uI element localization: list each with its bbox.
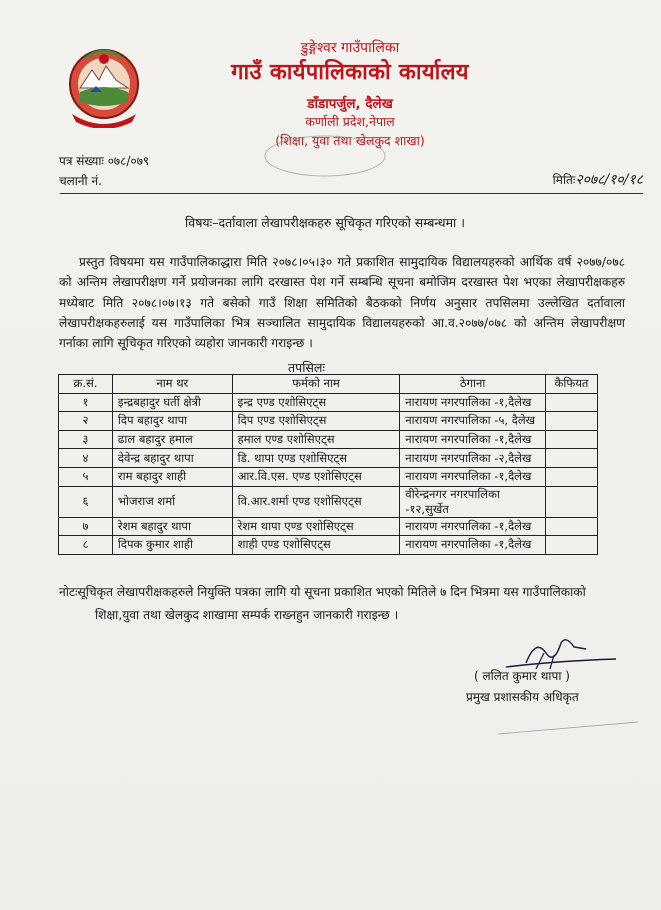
signatory-title: प्रमुख प्रशासकीय अधिकृत [466, 690, 579, 704]
table-row [59, 449, 598, 468]
col-header-remarks: कैफियत [545, 375, 597, 394]
col-header-name: नाम थर [112, 375, 232, 394]
cell-sn: ३ [59, 430, 113, 449]
cell-remarks [545, 536, 597, 555]
cell-sn: ५ [59, 467, 113, 486]
cell-remarks [545, 393, 597, 412]
cell-sn: १ [59, 393, 113, 412]
cell-firm: दिप एण्ड एशोसिएट्स [232, 412, 400, 431]
cell-firm: रेशम थापा एण्ड एशोसिएट्स [232, 517, 400, 536]
municipality-name: डुङ्गेश्वर गाउँपालिका [300, 40, 400, 56]
cell-remarks [545, 430, 597, 449]
subject-line: विषयः–दर्तावाला लेखापरीक्षकहरु सूचिकृत गरिएको सम्बन्धमा । [185, 215, 466, 230]
cell-address: नारायण नगरपालिका -१,दैलेख [400, 467, 546, 486]
cell-sn: ८ [59, 536, 113, 555]
cell-remarks [545, 486, 597, 517]
cell-sn: ४ [59, 449, 113, 468]
province-line: कर्णाली प्रदेश,नेपाल [305, 114, 395, 129]
section-line: (शिक्षा, युवा तथा खेलकुद शाखा) [275, 133, 425, 148]
chalani-number: चलानी नं. [59, 174, 102, 188]
cell-firm: आर.वि.एस. एण्ड एशोसिएट्स [232, 467, 400, 486]
cell-sn: ७ [59, 517, 113, 536]
cell-name: दिपक कुमार शाही [112, 536, 232, 555]
cell-address: नारायण नगरपालिका -१,दैलेख [400, 536, 546, 555]
cell-firm: शाही एण्ड एशोसिएट्स [232, 536, 400, 555]
table-row [59, 467, 598, 486]
cell-address: वीरेन्द्रनगर नगरपालिका -१२,सुर्खेत [400, 486, 546, 517]
table-row [59, 486, 598, 517]
cell-address: नारायण नगरपालिका -१,दैलेख [400, 430, 546, 449]
cell-name: इन्द्रबहादुर घर्ती क्षेत्री [112, 393, 232, 412]
cell-name: राम बहादुर शाही [112, 467, 232, 486]
table-row [59, 412, 598, 431]
cell-firm: इन्द्र एण्ड एशोसिएट्स [232, 393, 400, 412]
table-header-row [59, 375, 598, 394]
col-header-firm: फर्मको नाम [232, 375, 400, 394]
office-stamp-icon [255, 134, 395, 180]
col-header-sn: क्र.सं. [59, 375, 113, 394]
cell-sn: २ [59, 412, 113, 431]
office-name: गाउँ कार्यपालिकाको कार्यालय [231, 60, 469, 85]
nepal-emblem-icon [66, 44, 142, 128]
cell-remarks [545, 467, 597, 486]
col-header-address: ठेगाना [400, 375, 546, 394]
note-line-1: नोटःसूचिकृत लेखापरीक्षकहरुले नियुक्ति पत्रका लागि यो सूचना प्रकाशित भएको मितिले ७ दिन भित्रमा यस गाउँपालिकाको [59, 585, 586, 599]
cell-firm: हमाल एण्ड एशोसिएट्स [232, 430, 400, 449]
date-label: मितिः [552, 173, 576, 187]
tapasil-heading: तपसिलः [288, 360, 325, 375]
cell-name: दिप बहादुर थापा [112, 412, 232, 431]
cell-remarks [545, 449, 597, 468]
auditor-table [58, 374, 598, 555]
cell-name: भोजराज शर्मा [112, 486, 232, 517]
cell-address: नारायण नगरपालिका -५, दैलेख [400, 412, 546, 431]
officer-name-stamp-icon [488, 704, 648, 774]
cell-name: ढाल बहादुर हमाल [112, 430, 232, 449]
signatory-name: ( ललित कुमार थापा ) [474, 669, 570, 683]
cell-name: देवेन्द्र बहादुर थापा [112, 449, 232, 468]
cell-name: रेशम बहादुर थापा [112, 517, 232, 536]
table-row [59, 393, 598, 412]
cell-sn: ६ [59, 486, 113, 517]
table-row [59, 517, 598, 536]
cell-address: नारायण नगरपालिका -१,दैलेख [400, 393, 546, 412]
date-field [553, 170, 643, 189]
cell-remarks [545, 412, 597, 431]
office-address: डाँडापर्जुल, दैलेख [307, 96, 393, 112]
table-row [59, 536, 598, 555]
cell-firm: डि. थापा एण्ड एशोसिएट्स [232, 449, 400, 468]
cell-firm: वि.आर.शर्मा एण्ड एशोसिएट्स [232, 486, 400, 517]
body-paragraph: प्रस्तुत विषयमा यस गाउँपालिकाद्धारा मिति २०७८।०५।३० गते प्रकाशित सामुदायिक विद्यालयहरुको आर्थिक वर्ष २०७७/०७८ को अन्तिम लेखापरीक्षण गर्ने प्रयोजनका लागि दरखास्त पेश गर्ने सम्बन्धि सूचना बमोजिम दरखास्त पेश भएका लेखापरीक्षकहरु मध्येबाट मिति २०७८।०७।१३ गते बसेको गाउँ शिक्षा समितिको बैठकको निर्णय अनुसार तपसिलमा उल्लेखित दर्तावाला लेखापरीक्षकहरुलाई यस गाउँपालिका भित्र सञ्चालित सामुदायिक विद्यालयहरुको आ.व.२०७७/०७८ को अन्तिम लेखापरीक्षण गर्नाका लागि सूचिकृत गरिएको व्यहोरा जानकारी गराइन्छ । [59, 255, 625, 351]
table-row [59, 430, 598, 449]
header-divider [60, 193, 643, 194]
cell-address: नारायण नगरपालिका -२,दैलेख [400, 449, 546, 468]
note-line-2: शिक्षा,युवा तथा खेलकुद शाखामा सम्पर्क राख्नहुन जानकारी गराइन्छ । [95, 608, 399, 622]
cell-remarks [545, 517, 597, 536]
cell-address: नारायण नगरपालिका -१,दैलेख [400, 517, 546, 536]
date-value: २०७८/१०/१८ [575, 172, 643, 188]
patra-sankhya: पत्र संख्याः ०७८/०७९ [59, 154, 150, 168]
note-block [59, 581, 629, 627]
